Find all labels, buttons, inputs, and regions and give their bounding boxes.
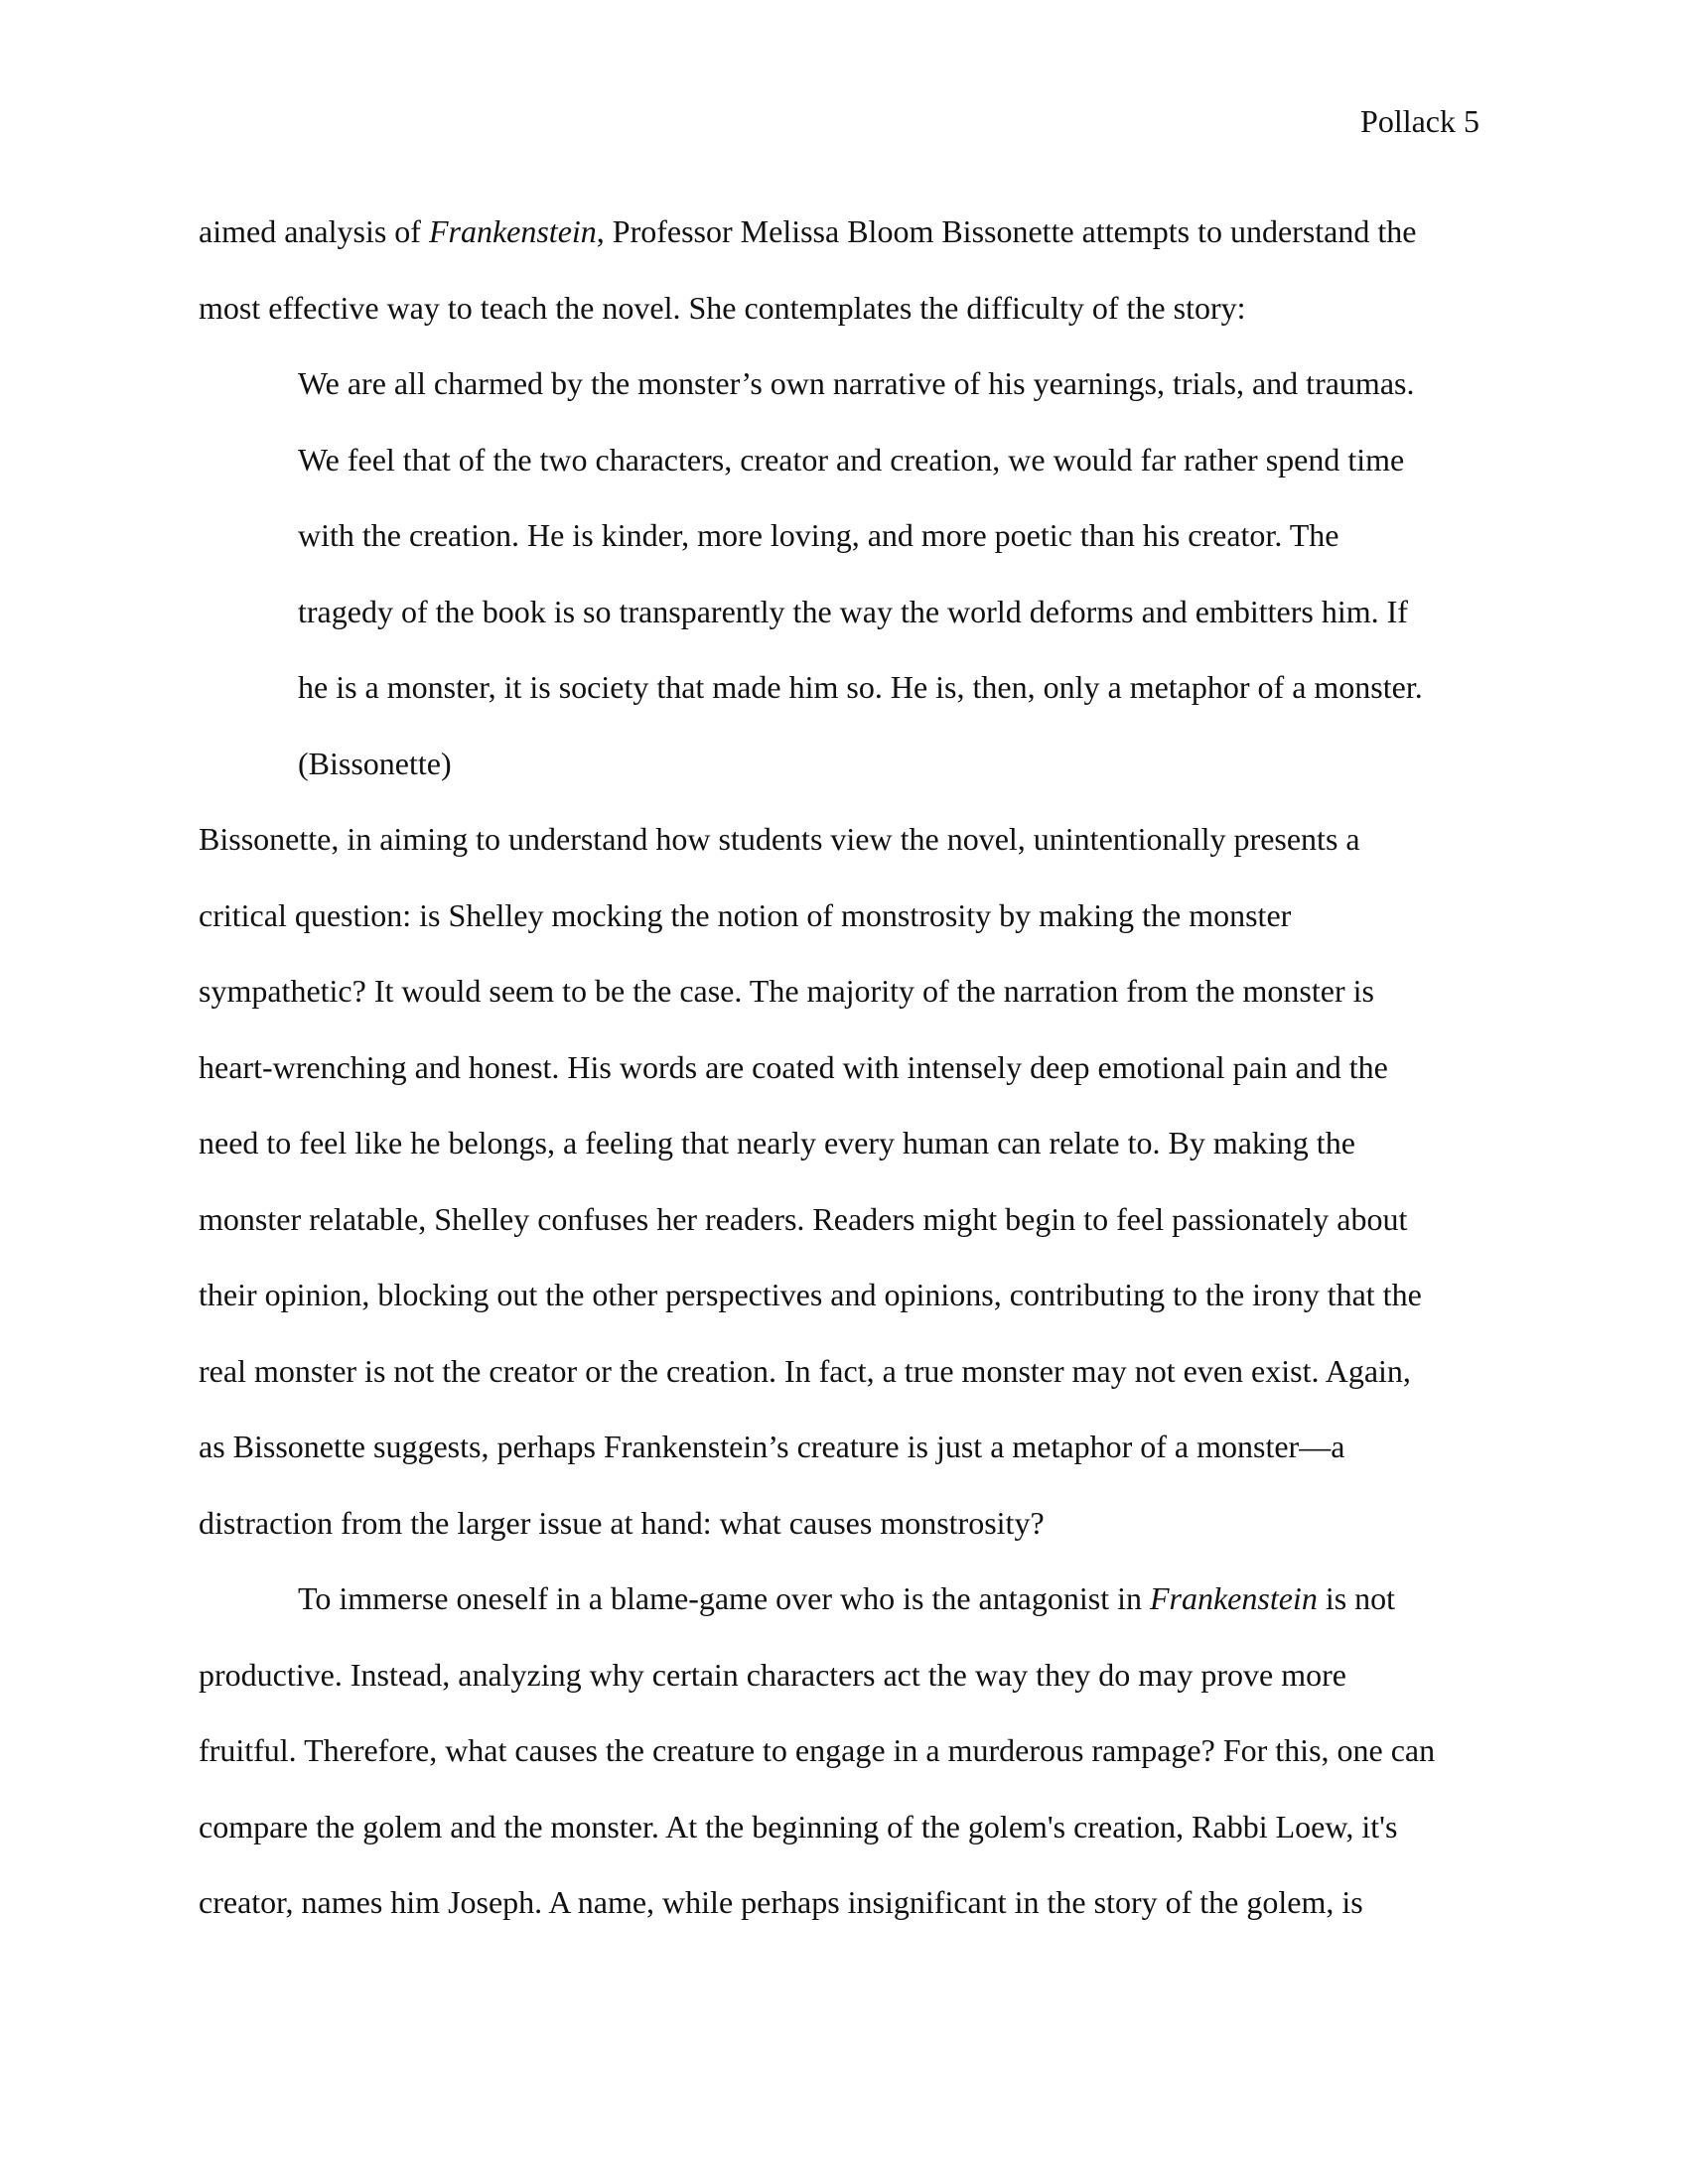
text-segment: creator, names him Joseph. A name, while perhaps insignificant in the story of the golem, is <box>199 1884 1363 1920</box>
text-line <box>199 1257 1489 1333</box>
text-line <box>199 1637 1489 1713</box>
text-segment: heart-wrenching and honest. His words are coated with intensely deep emotional pain and the <box>199 1048 1388 1085</box>
text-line <box>199 1712 1489 1789</box>
text-segment: most effective way to teach the novel. She contemplates the difficulty of the story: <box>199 289 1246 326</box>
block-quote-line <box>199 574 1489 650</box>
text-segment: he is a monster, it is society that made him so. He is, then, only a metaphor of a monster. <box>298 669 1423 705</box>
text-segment: , Professor Melissa Bloom Bissonette attempts to understand the <box>596 213 1417 249</box>
text-segment: their opinion, blocking out the other perspectives and opinions, contributing to the irony that the <box>199 1277 1422 1312</box>
text-line <box>199 801 1489 878</box>
text-line <box>199 1105 1489 1181</box>
text-segment: We feel that of the two characters, creator and creation, we would far rather spend time <box>298 441 1405 478</box>
block-quote-line <box>199 422 1489 498</box>
text-segment: aimed analysis of <box>199 213 429 249</box>
text-segment: distraction from the larger issue at hand: what causes monstrosity? <box>199 1504 1045 1541</box>
italic-title: Frankenstein <box>1149 1580 1318 1616</box>
text-line <box>199 1181 1489 1258</box>
text-segment: compare the golem and the monster. At the beginning of the golem's creation, Rabbi Loew, it's <box>199 1808 1398 1844</box>
block-quote-line <box>199 345 1489 422</box>
block-quote-line <box>199 726 1489 802</box>
text-segment: Bissonette, in aiming to understand how students view the novel, unintentionally presents a <box>199 821 1360 857</box>
text-segment: is not <box>1317 1580 1396 1616</box>
text-line <box>199 953 1489 1029</box>
text-segment: sympathetic? It would seem to be the case. The majority of the narration from the monster is <box>199 973 1374 1009</box>
text-line <box>199 1789 1489 1865</box>
italic-title: Frankenstein <box>428 213 597 249</box>
text-segment: as Bissonette suggests, perhaps Frankenstein’s creature is just a metaphor of a monster—a <box>199 1429 1345 1464</box>
text-segment: To immerse oneself in a blame-game over who is the antagonist in <box>298 1580 1150 1616</box>
text-line <box>199 1485 1489 1562</box>
text-line <box>199 1029 1489 1106</box>
text-line <box>199 1409 1489 1485</box>
text-line <box>199 1864 1489 1941</box>
running-head: Pollack 5 <box>1360 103 1479 139</box>
text-segment: with the creation. He is kinder, more loving, and more poetic than his creator. The <box>298 517 1339 553</box>
text-segment: (Bissonette) <box>298 745 452 781</box>
paragraph-first-line <box>199 1561 1489 1637</box>
text-line <box>199 270 1489 346</box>
text-line <box>199 1333 1489 1410</box>
text-segment: productive. Instead, analyzing why certain characters act the way they do may prove more <box>199 1656 1346 1693</box>
document-body <box>199 194 1489 1941</box>
block-quote-line <box>199 649 1489 726</box>
text-segment: tragedy of the book is so transparently the way the world deforms and embitters him. If <box>298 593 1408 629</box>
text-segment: monster relatable, Shelley confuses her readers. Readers might begin to feel passionately about <box>199 1200 1408 1237</box>
text-segment: fruitful. Therefore, what causes the creature to engage in a murderous rampage? For this, one can <box>199 1732 1436 1768</box>
text-line <box>199 194 1489 270</box>
text-line <box>199 878 1489 954</box>
text-segment: real monster is not the creator or the creation. In fact, a true monster may not even exist. Again, <box>199 1352 1411 1389</box>
text-segment: We are all charmed by the monster’s own narrative of his yearnings, trials, and traumas. <box>298 365 1415 401</box>
block-quote-line <box>199 497 1489 574</box>
text-segment: need to feel like he belongs, a feeling that nearly every human can relate to. By making the <box>199 1125 1355 1160</box>
text-segment: critical question: is Shelley mocking the notion of monstrosity by making the monster <box>199 896 1292 933</box>
